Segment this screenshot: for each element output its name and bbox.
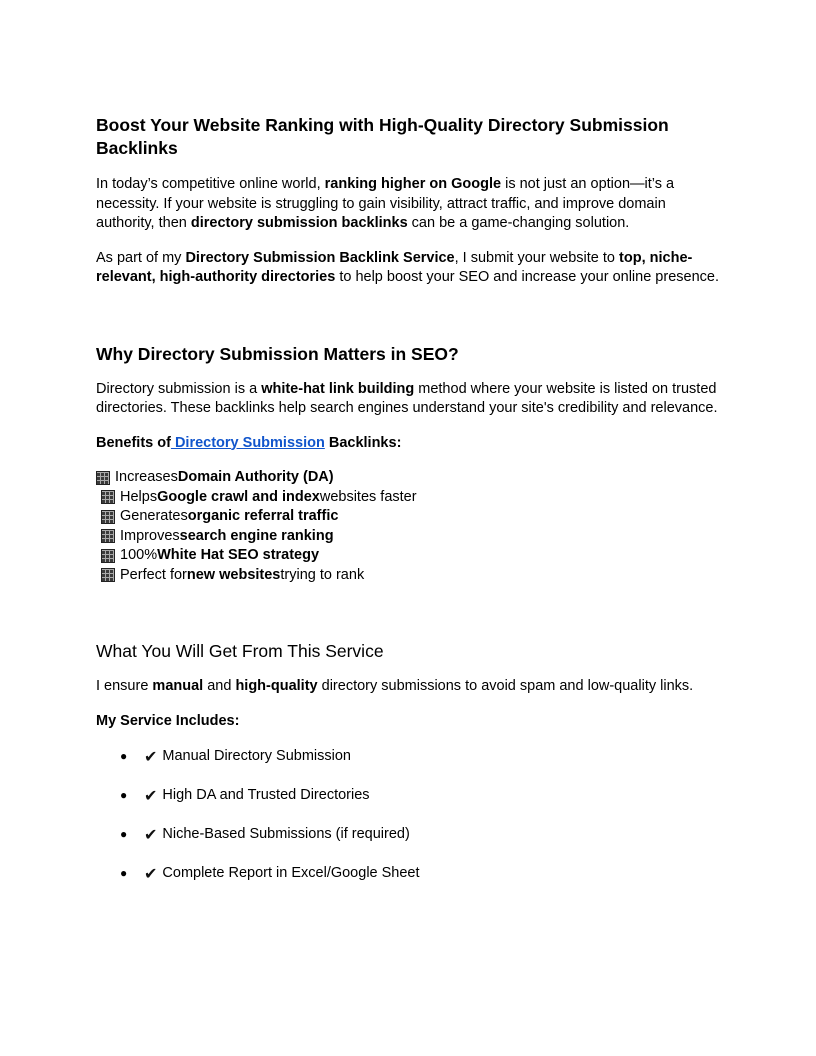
- bold-text: new websites: [186, 566, 281, 583]
- list-item-label: Complete Report in Excel/Google Sheet: [162, 865, 420, 881]
- why-paragraph: [96, 380, 720, 419]
- bold-text: Google crawl and index: [157, 488, 320, 505]
- benefit-item: [96, 546, 720, 566]
- text: Perfect for: [120, 566, 187, 583]
- section-heading-what: What You Will Get From This Service: [96, 641, 384, 661]
- checkmark-icon: ✔: [144, 864, 158, 883]
- ensure-paragraph: [96, 677, 720, 697]
- text: 100%: [120, 547, 158, 563]
- includes-list: [96, 747, 720, 884]
- benefit-item: [96, 527, 720, 547]
- text: Directory submission is a: [96, 380, 262, 397]
- text: to help boost your SEO and increase your online presence.: [335, 269, 719, 285]
- text: I ensure: [96, 678, 153, 694]
- grid-square-icon: [101, 549, 115, 563]
- section-boost: [96, 114, 720, 160]
- bold-text: top, niche-relevant, high-authority directories: [96, 249, 693, 285]
- bold-text: manual: [152, 678, 204, 694]
- bold-text: Directory Submission Backlink Service: [185, 249, 455, 266]
- spacer: [96, 585, 720, 640]
- text: Improves: [120, 527, 180, 544]
- text: directory submissions to avoid spam and low-quality links.: [317, 678, 694, 694]
- section-heading-why: Why Directory Submission Matters in SEO?: [96, 343, 459, 364]
- checkmark-icon: ✔: [144, 747, 158, 766]
- bullet-icon: ●: [120, 788, 128, 802]
- text: Increases: [115, 469, 178, 485]
- list-item: [96, 864, 720, 884]
- service-paragraph: [96, 249, 720, 288]
- benefit-item: [96, 566, 720, 586]
- checkmark-icon: ✔: [144, 825, 158, 844]
- list-item: [96, 825, 720, 845]
- intro-paragraph: [96, 175, 720, 234]
- benefit-item: [96, 468, 720, 488]
- benefit-item: [96, 488, 720, 508]
- grid-square-icon: [101, 529, 115, 543]
- list-item: [96, 786, 720, 806]
- list-item-label: High DA and Trusted Directories: [162, 787, 370, 803]
- grid-square-icon: [101, 490, 115, 504]
- benefits-heading: [96, 434, 720, 454]
- includes-heading: [96, 712, 720, 732]
- bold-text: Domain Authority (DA): [177, 469, 334, 485]
- text: , I submit your website to: [454, 249, 620, 266]
- text: As part of my: [96, 249, 186, 266]
- benefits-list: [96, 468, 720, 585]
- list-item-label: Niche-Based Submissions (if required): [162, 826, 410, 842]
- bold-text: White Hat SEO strategy: [157, 547, 320, 563]
- bold-text: Benefits of: [96, 434, 171, 451]
- bold-text: organic referral traffic: [187, 508, 339, 524]
- bold-text: ranking higher on Google: [324, 176, 502, 192]
- text: websites faster: [319, 488, 417, 505]
- text: Helps: [120, 488, 158, 505]
- text: method where your website is listed on trusted directories. These backlinks help search engines understand your site's credibility and relevance.: [96, 380, 718, 416]
- bold-text: high-quality: [235, 678, 318, 694]
- list-item: [96, 747, 720, 767]
- text: can be a game-changing solution.: [407, 215, 630, 231]
- grid-square-icon: [101, 510, 115, 524]
- list-item-label: Manual Directory Submission: [162, 748, 351, 764]
- bold-text: white-hat link building: [261, 380, 415, 397]
- checkmark-icon: ✔: [144, 786, 158, 805]
- text: is not just an option—it’s a necessity. If your website is struggling to gain visibility, attract traffic, and improve domain authority, then: [96, 176, 675, 231]
- grid-square-icon: [96, 471, 110, 485]
- bold-text: My Service Includes:: [96, 712, 240, 729]
- text: In today’s competitive online world,: [96, 176, 325, 192]
- bullet-icon: ●: [120, 749, 128, 763]
- directory-submission-link[interactable]: Directory Submission: [170, 434, 325, 451]
- bold-text: directory submission backlinks: [190, 215, 408, 231]
- bullet-icon: ●: [120, 866, 128, 880]
- page-title: Boost Your Website Ranking with High-Quality Directory Submission Backlinks: [96, 115, 669, 158]
- benefit-item: [96, 507, 720, 527]
- document-page: [96, 96, 720, 903]
- spacer: [96, 303, 720, 343]
- bullet-icon: ●: [120, 827, 128, 841]
- bold-text: search engine ranking: [179, 527, 334, 544]
- text: trying to rank: [280, 566, 365, 583]
- text: and: [203, 678, 236, 694]
- bold-text: Backlinks:: [324, 434, 402, 451]
- grid-square-icon: [101, 568, 115, 582]
- text: Generates: [120, 508, 188, 524]
